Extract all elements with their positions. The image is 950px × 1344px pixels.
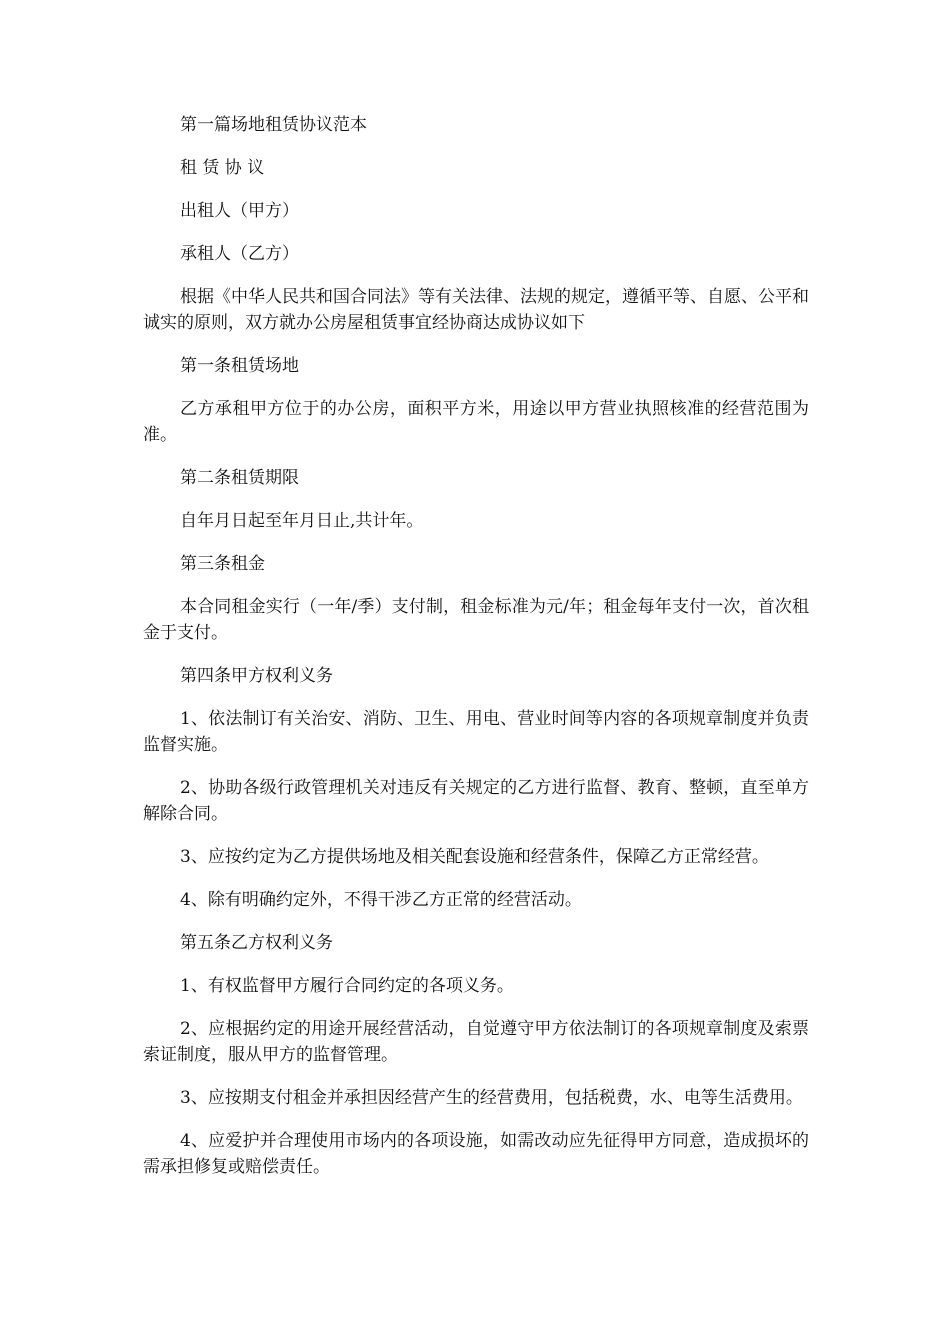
- article-4-item: 4、除有明确约定外，不得干涉乙方正常的经营活动。: [180, 890, 582, 910]
- document-body: [143, 112, 809, 1197]
- document-heading: 第一篇场地租赁协议范本: [180, 115, 367, 135]
- article-5-item: 4、应爱护并合理使用市场内的各项设施，如需改动应先征得甲方同意，造成损坏的需承担修复或赔偿责任。: [143, 1131, 809, 1177]
- article-5-heading: 第五条乙方权利义务: [180, 933, 333, 953]
- lessee-line: 承租人（乙方）: [180, 244, 299, 264]
- article-5-item: 1、有权监督甲方履行合同约定的各项义务。: [180, 976, 514, 996]
- article-1-text: 乙方承租甲方位于的办公房，面积平方米，用途以甲方营业执照核准的经营范围为准。: [143, 399, 809, 445]
- article-4-heading: 第四条甲方权利义务: [180, 666, 333, 686]
- lessor-line: 出租人（甲方）: [180, 201, 299, 221]
- article-5-item: 3、应按期支付租金并承担因经营产生的经营费用，包括税费，水、电等生活费用。: [180, 1088, 803, 1108]
- article-5-item: 2、应根据约定的用途开展经营活动，自觉遵守甲方依法制订的各项规章制度及索票索证制度，服从甲方的监督管理。: [143, 1019, 809, 1065]
- article-3-heading: 第三条租金: [180, 554, 265, 574]
- article-4-item: 3、应按约定为乙方提供场地及相关配套设施和经营条件，保障乙方正常经营。: [180, 847, 769, 867]
- article-2-text: 自年月日起至年月日止,共计年。: [180, 511, 424, 531]
- article-3-text: 本合同租金实行（一年/季）支付制，租金标准为元/年；租金每年支付一次，首次租金于支付。: [143, 597, 809, 643]
- article-2-heading: 第二条租赁期限: [180, 468, 299, 488]
- preamble-paragraph: 根据《中华人民共和国合同法》等有关法律、法规的规定，遵循平等、自愿、公平和诚实的原则，双方就办公房屋租赁事宜经协商达成协议如下: [143, 287, 809, 333]
- article-4-item: 2、协助各级行政管理机关对违反有关规定的乙方进行监督、教育、整顿，直至单方解除合同。: [143, 778, 809, 824]
- article-1-heading: 第一条租赁场地: [180, 356, 299, 376]
- agreement-title: 租 赁 协 议: [180, 158, 265, 178]
- article-4-item: 1、依法制订有关治安、消防、卫生、用电、营业时间等内容的各项规章制度并负责监督实施。: [143, 709, 809, 755]
